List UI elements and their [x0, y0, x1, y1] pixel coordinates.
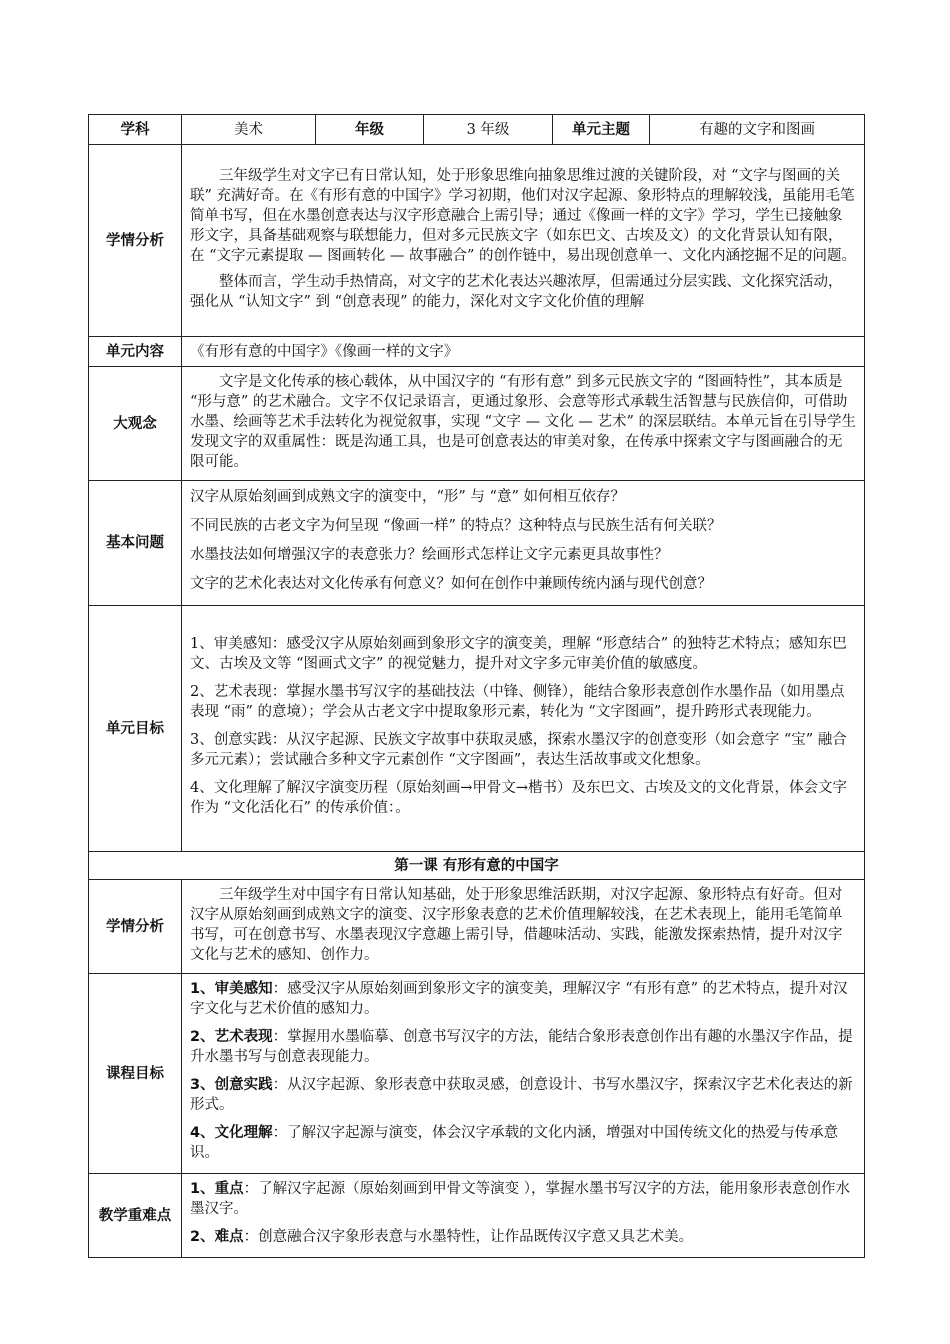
course-goal-number: 3、: [190, 1077, 215, 1093]
key-point-item: [190, 1227, 856, 1247]
basic-questions-row: [89, 481, 865, 606]
grade-value: 3 年级: [424, 115, 553, 145]
subject-value: 美术: [182, 115, 316, 145]
big-idea-label: 大观念: [89, 367, 182, 481]
unit-analysis-content: [182, 145, 865, 337]
lesson-title: 第一课 有形有意的中国字: [89, 852, 865, 880]
course-goal-number: 1、: [190, 981, 215, 997]
course-goal-keyword: 文化理解: [214, 1125, 273, 1141]
key-point-text: ：创意融合汉字象形表意与水墨特性，让作品既传汉字意又具艺术美。: [243, 1229, 694, 1245]
big-idea-content: [182, 367, 865, 481]
unit-goals-label: 单元目标: [89, 606, 182, 852]
basic-questions-content: [182, 481, 865, 606]
key-points-row: [89, 1174, 865, 1258]
unit-goal-item: 2、艺术表现：掌握水墨书写汉字的基础技法（中锋、侧锋），能结合象形表意创作水墨作品（如用墨点表现 “雨” 的意境）；学会从古老文字中提取象形元素，转化为 “文字图画”，提升跨形式表现能力。: [190, 684, 845, 720]
lesson-analysis-label: 学情分析: [89, 880, 182, 974]
unit-goal-item: 4、文化理解了解汉字演变历程（原始刻画→甲骨文→楷书）及东巴文、古埃及文的文化背景，体会文字作为 “文化活化石” 的传承价值：。: [190, 780, 848, 816]
key-point-item: [190, 1179, 856, 1219]
course-goal-item: [190, 979, 856, 1019]
unit-goals-content: [182, 606, 865, 852]
key-point-keyword: 难点: [214, 1229, 244, 1245]
unit-goal-item: 3、创意实践：从汉字起源、民族文字故事中获取灵感，探索水墨汉字的创意变形（如会意字 “宝” 融合多元元素）；尝试融合多种文字元素创作 “文字图画”，表达生活故事或文化想象。: [190, 732, 847, 768]
course-goal-number: 2、: [190, 1029, 215, 1045]
unit-analysis-label: 学情分析: [89, 145, 182, 337]
course-goal-keyword: 创意实践: [214, 1077, 273, 1093]
unit-analysis-paragraph-2: 整体而言，学生动手热情高，对文字的艺术化表达兴趣浓厚，但需通过分层实践、文化探究活动，强化从 “认知文字” 到 “创意表现” 的能力，深化对文字文化价值的理解: [190, 274, 843, 310]
question-item: 汉字从原始刻画到成熟文字的演变中，“形” 与 “意” 如何相互依存？: [190, 489, 625, 505]
course-goal-item: [190, 1075, 856, 1115]
course-goal-number: 4、: [190, 1125, 215, 1141]
lesson-title-row: [89, 852, 865, 880]
course-goal-text: ：掌握用水墨临摹、创意书写汉字的方法，能结合象形表意创作出有趣的水墨汉字作品，提升水墨书写与创意表现能力。: [190, 1029, 853, 1065]
unit-analysis-paragraph-1: 三年级学生对文字已有日常认知，处于形象思维向抽象思维过渡的关键阶段，对 “文字与图画的关联” 充满好奇。在《有形有意的中国字》学习初期，他们对汉字起源、象形特点的理解较浅，虽能用毛笔简单书写，但在水墨创意表达与汉字形意融合上需引导；通过《像画一样的文字》学习，学生已接触象形文字，具备基础观察与联想能力，但对多元民族文字（如东巴文、古埃及文）的文化背景认知有限，在 “文字元素提取 — 图画转化 — 故事融合” 的创作链中，易出现创意单一、文化内涵挖掘不足的问题。: [190, 168, 856, 264]
question-item: 文字的艺术化表达对文化传承有何意义？如何在创作中兼顾传统内涵与现代创意？: [190, 576, 712, 592]
theme-value: 有趣的文字和图画: [650, 115, 865, 145]
lesson-analysis-text: 三年级学生对中国字有日常认知基础，处于形象思维活跃期，对汉字起源、象形特点有好奇。但对汉字从原始刻画到成熟文字的演变、汉字形象表意的艺术价值理解较浅，在艺术表现上，能用毛笔简单书写，可在创意书写、水墨表现汉字意趣上需引导，借趣味活动、实践，能激发探索热情，提升对汉字文化与艺术的感知、创作力。: [190, 887, 843, 963]
key-point-number: 1、: [190, 1181, 215, 1197]
lesson-plan-table: [88, 114, 865, 1258]
key-points-label: 教学重难点: [89, 1174, 182, 1258]
unit-content-label: 单元内容: [89, 337, 182, 367]
question-item: 水墨技法如何增强汉字的表意张力？绘画形式怎样让文字元素更具故事性？: [190, 547, 669, 563]
lesson-analysis-content: [182, 880, 865, 974]
key-point-number: 2、: [190, 1229, 215, 1245]
lesson-analysis-row: [89, 880, 865, 974]
unit-content-value: 《有形有意的中国字》《像画一样的文字》: [182, 337, 865, 367]
unit-content-row: [89, 337, 865, 367]
course-goal-keyword: 艺术表现: [214, 1029, 273, 1045]
header-row: [89, 115, 865, 145]
key-points-content: [182, 1174, 865, 1258]
unit-goals-row: [89, 606, 865, 852]
course-goal-text: ：从汉字起源、象形表意中获取灵感，创意设计、书写水墨汉字，探索汉字艺术化表达的新形式。: [190, 1077, 853, 1113]
course-goals-label: 课程目标: [89, 974, 182, 1174]
course-goal-item: [190, 1027, 856, 1067]
course-goal-keyword: 审美感知: [214, 981, 273, 997]
big-idea-text: 文字是文化传承的核心载体，从中国汉字的 “有形有意” 到多元民族文字的 “图画特性”，其本质是 “形与意” 的艺术融合。文字不仅记录语言，更通过象形、会意等形式承载生活智慧与民族信仰，可借助水墨、绘画等艺术手法转化为视觉叙事，实现 “文字 — 文化 — 艺术” 的深层联结。本单元旨在引导学生发现文字的双重属性：既是沟通工具，也是可创意表达的审美对象，在传承中探索文字与图画融合的无限可能。: [190, 374, 856, 470]
basic-questions-label: 基本问题: [89, 481, 182, 606]
course-goal-text: ：感受汉字从原始刻画到象形文字的演变美，理解汉字 “有形有意” 的艺术特点，提升对汉字文化与艺术价值的感知力。: [190, 981, 848, 1017]
course-goals-content: [182, 974, 865, 1174]
key-point-text: ：了解汉字起源（原始刻画到甲骨文等演变 ），掌握水墨书写汉字的方法，能用象形表意创作水墨汉字。: [190, 1181, 850, 1217]
key-point-keyword: 重点: [214, 1181, 244, 1197]
unit-goal-item: 1、审美感知：感受汉字从原始刻画到象形文字的演变美，理解 “形意结合” 的独特艺术特点；感知东巴文、古埃及文等 “图画式文字” 的视觉魅力，提升对文字多元审美价值的敏感度。: [190, 636, 847, 672]
unit-analysis-row: [89, 145, 865, 337]
big-idea-row: [89, 367, 865, 481]
course-goals-row: [89, 974, 865, 1174]
question-item: 不同民族的古老文字为何呈现 “像画一样” 的特点？这种特点与民族生活有何关联？: [190, 518, 722, 534]
subject-label: 学科: [89, 115, 182, 145]
course-goal-text: ：了解汉字起源与演变，体会汉字承载的文化内涵，增强对中国传统文化的热爱与传承意识。: [190, 1125, 839, 1161]
grade-label: 年级: [316, 115, 424, 145]
course-goal-item: [190, 1123, 856, 1163]
theme-label: 单元主题: [553, 115, 650, 145]
